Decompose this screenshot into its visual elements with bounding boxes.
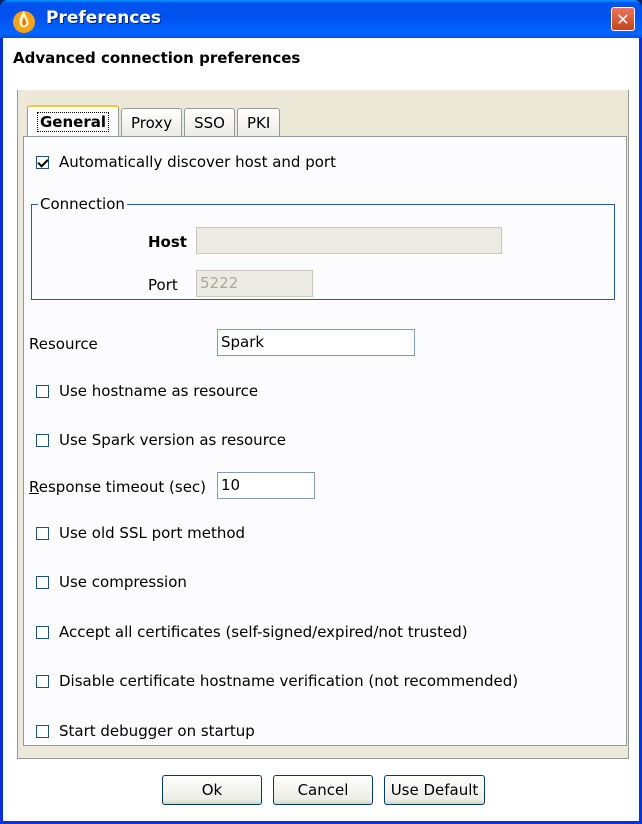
tab-sso[interactable] [184, 108, 235, 136]
spark-flame-icon [10, 6, 38, 34]
use-spark-version-row[interactable] [36, 431, 286, 449]
auto-discover-checkbox[interactable] [36, 156, 49, 169]
ok-button[interactable]: Ok [162, 775, 262, 805]
title-bar[interactable] [0, 0, 642, 38]
port-label: Port [148, 276, 178, 294]
use-spark-version-checkbox[interactable] [36, 434, 49, 447]
accept-certs-row[interactable] [36, 623, 468, 641]
general-tab-panel [23, 136, 627, 746]
host-field[interactable] [196, 227, 502, 254]
old-ssl-checkbox[interactable] [36, 527, 49, 540]
old-ssl-row[interactable] [36, 524, 245, 542]
port-field[interactable]: 5222 [196, 270, 313, 297]
close-button[interactable] [611, 7, 635, 31]
compression-row[interactable] [36, 573, 187, 591]
use-default-button[interactable]: Use Default [384, 775, 485, 805]
cancel-button[interactable]: Cancel [273, 775, 373, 805]
use-hostname-row[interactable] [36, 382, 258, 400]
tab-strip [27, 104, 282, 136]
auto-discover-row[interactable] [36, 153, 336, 171]
tab-proxy[interactable] [121, 108, 182, 136]
resource-label: Resource [29, 335, 98, 353]
response-timeout-field[interactable]: 10 [217, 472, 315, 499]
disable-hostname-verification-row[interactable] [36, 672, 518, 690]
tab-sso-label: SSO [194, 113, 225, 132]
window-title: Preferences [46, 8, 162, 28]
debugger-checkbox[interactable] [36, 725, 49, 738]
dialog-heading: Advanced connection preferences [13, 49, 301, 67]
compression-label: Use compression [59, 573, 187, 591]
close-icon: ✕ [616, 9, 630, 29]
tab-proxy-label: Proxy [131, 113, 173, 132]
response-timeout-label-text: esponse timeout (sec) [38, 478, 207, 496]
use-hostname-label: Use hostname as resource [59, 382, 259, 400]
disable-hostname-verification-label: Disable certificate hostname verification (not recommended) [59, 672, 519, 690]
tab-general[interactable] [27, 105, 119, 137]
auto-discover-label: Automatically discover host and port [59, 153, 336, 171]
response-timeout-label [29, 478, 206, 496]
use-spark-version-label: Use Spark version as resource [59, 431, 287, 449]
tab-pki[interactable] [237, 108, 280, 136]
old-ssl-label: Use old SSL port method [59, 524, 246, 542]
connection-legend: Connection [40, 195, 125, 213]
response-timeout-mnemonic: R [29, 478, 39, 496]
host-label: Host [148, 233, 187, 251]
accept-certs-label: Accept all certificates (self-signed/expired/not trusted) [59, 623, 468, 641]
debugger-label: Start debugger on startup [59, 722, 255, 740]
disable-hostname-verification-checkbox[interactable] [36, 675, 49, 688]
dialog-content [3, 90, 639, 821]
compression-checkbox[interactable] [36, 576, 49, 589]
accept-certs-checkbox[interactable] [36, 626, 49, 639]
debugger-row[interactable] [36, 722, 255, 740]
use-hostname-checkbox[interactable] [36, 385, 49, 398]
tab-general-label: General [40, 113, 106, 131]
tab-pki-label: PKI [246, 113, 271, 132]
resource-field[interactable]: Spark [217, 329, 415, 356]
dialog-header [3, 38, 639, 90]
